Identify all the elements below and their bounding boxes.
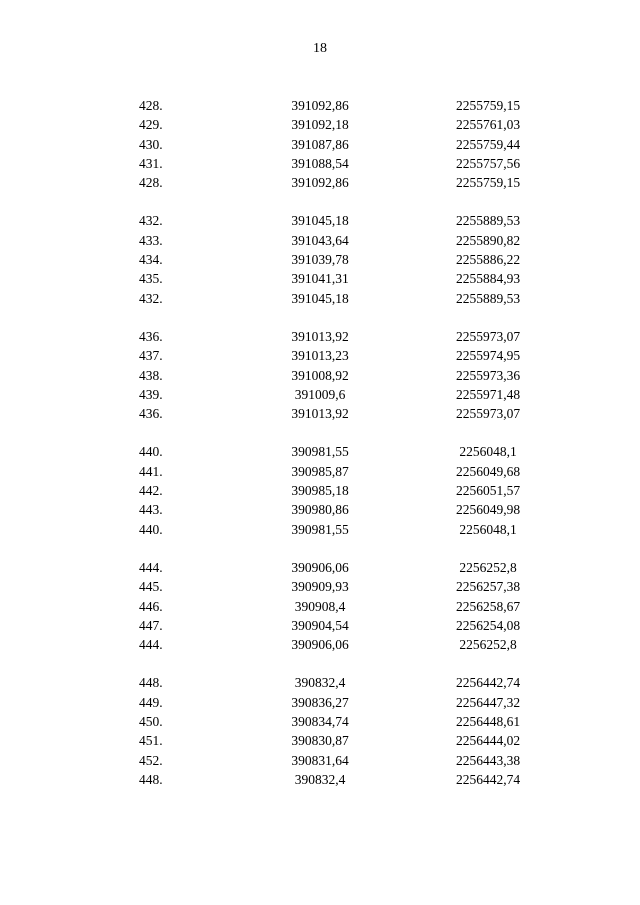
x-coordinate: 391088,54 [291, 155, 349, 171]
coordinates-table [0, 96, 640, 808]
point-number: 445. [139, 579, 163, 595]
point-number: 436. [139, 406, 163, 422]
point-number: 437. [139, 348, 163, 364]
table-row [0, 751, 640, 770]
y-coordinate: 2255889,53 [455, 213, 521, 229]
x-coordinate: 390908,4 [294, 598, 346, 614]
point-number: 440. [139, 444, 163, 460]
x-coordinate: 390832,4 [294, 771, 346, 787]
x-coordinate: 391087,86 [291, 136, 349, 152]
table-row [0, 173, 640, 192]
x-coordinate: 390909,93 [291, 579, 349, 595]
table-row [0, 289, 640, 308]
y-coordinate: 2256258,67 [455, 598, 521, 614]
x-coordinate: 390906,06 [291, 559, 349, 575]
table-row [0, 346, 640, 365]
x-coordinate: 390831,64 [291, 752, 349, 768]
table-row [0, 366, 640, 385]
coordinate-group [0, 96, 640, 192]
coordinate-group [0, 327, 640, 423]
point-number: 436. [139, 328, 163, 344]
x-coordinate: 391045,18 [291, 213, 349, 229]
y-coordinate: 2255973,07 [455, 406, 521, 422]
table-row [0, 135, 640, 154]
x-coordinate: 390904,54 [291, 617, 349, 633]
x-coordinate: 390985,87 [291, 463, 349, 479]
table-row [0, 462, 640, 481]
point-number: 440. [139, 521, 163, 537]
point-number: 428. [139, 98, 163, 113]
x-coordinate: 390981,55 [291, 444, 349, 460]
table-row [0, 731, 640, 750]
x-coordinate: 390981,55 [291, 521, 349, 537]
y-coordinate: 2256442,74 [455, 675, 521, 691]
y-coordinate: 2255757,56 [455, 155, 521, 171]
point-number: 431. [139, 155, 163, 171]
point-number: 452. [139, 752, 163, 768]
x-coordinate: 391039,78 [291, 252, 349, 268]
x-coordinate: 391009,6 [294, 386, 346, 402]
table-row [0, 481, 640, 500]
x-coordinate: 391043,64 [291, 232, 349, 248]
y-coordinate: 2255889,53 [455, 290, 521, 306]
table-row [0, 211, 640, 230]
x-coordinate: 391092,18 [291, 117, 349, 133]
y-coordinate: 2255761,03 [455, 117, 521, 133]
y-coordinate: 2256048,1 [459, 521, 517, 537]
table-row [0, 693, 640, 712]
point-number: 435. [139, 271, 163, 287]
y-coordinate: 2255884,93 [455, 271, 521, 287]
x-coordinate: 391041,31 [291, 271, 349, 287]
table-row [0, 712, 640, 731]
point-number: 443. [139, 502, 163, 518]
point-number: 444. [139, 637, 163, 653]
table-row [0, 154, 640, 173]
coordinate-group [0, 558, 640, 654]
y-coordinate: 2255759,44 [455, 136, 521, 152]
table-row [0, 770, 640, 789]
y-coordinate: 2256252,8 [459, 559, 517, 575]
y-coordinate: 2256051,57 [455, 483, 521, 499]
point-number: 439. [139, 386, 163, 402]
table-row [0, 231, 640, 250]
x-coordinate: 390985,18 [291, 483, 349, 499]
point-number: 446. [139, 598, 163, 614]
coordinate-group [0, 442, 640, 538]
table-row [0, 577, 640, 596]
table-row [0, 404, 640, 423]
y-coordinate: 2255886,22 [455, 252, 521, 268]
point-number: 438. [139, 367, 163, 383]
table-row [0, 500, 640, 519]
y-coordinate: 2255973,07 [455, 328, 521, 344]
point-number: 441. [139, 463, 163, 479]
point-number: 448. [139, 771, 163, 787]
point-number: 432. [139, 290, 163, 306]
table-row [0, 520, 640, 539]
point-number: 430. [139, 136, 163, 152]
y-coordinate: 2255974,95 [455, 348, 521, 364]
table-row [0, 635, 640, 654]
x-coordinate: 391013,92 [291, 328, 349, 344]
y-coordinate: 2255890,82 [455, 232, 521, 248]
table-row [0, 558, 640, 577]
y-coordinate: 2256257,38 [455, 579, 521, 595]
point-number: 433. [139, 232, 163, 248]
point-number: 442. [139, 483, 163, 499]
table-row [0, 250, 640, 269]
x-coordinate: 391013,23 [291, 348, 349, 364]
y-coordinate: 2256447,32 [455, 694, 521, 710]
y-coordinate: 2256448,61 [455, 714, 521, 730]
point-number: 450. [139, 714, 163, 730]
x-coordinate: 391013,92 [291, 406, 349, 422]
table-row [0, 673, 640, 692]
x-coordinate: 390836,27 [291, 694, 349, 710]
table-row [0, 385, 640, 404]
table-row [0, 269, 640, 288]
coordinate-group [0, 211, 640, 307]
y-coordinate: 2255759,15 [455, 98, 521, 113]
x-coordinate: 390832,4 [294, 675, 346, 691]
table-row [0, 327, 640, 346]
x-coordinate: 390906,06 [291, 637, 349, 653]
point-number: 432. [139, 213, 163, 229]
page-number: 18 [313, 41, 327, 56]
point-number: 448. [139, 675, 163, 691]
y-coordinate: 2256254,08 [455, 617, 521, 633]
y-coordinate: 2256444,02 [455, 733, 521, 749]
x-coordinate: 391092,86 [291, 98, 349, 113]
y-coordinate: 2255973,36 [455, 367, 521, 383]
x-coordinate: 390834,74 [291, 714, 349, 730]
x-coordinate: 390980,86 [291, 502, 349, 518]
y-coordinate: 2256443,38 [455, 752, 521, 768]
table-row [0, 616, 640, 635]
y-coordinate: 2256049,68 [455, 463, 521, 479]
y-coordinate: 2256442,74 [455, 771, 521, 787]
x-coordinate: 391092,86 [291, 175, 349, 191]
table-row [0, 115, 640, 134]
x-coordinate: 391045,18 [291, 290, 349, 306]
point-number: 449. [139, 694, 163, 710]
table-row [0, 442, 640, 461]
table-row [0, 96, 640, 115]
point-number: 429. [139, 117, 163, 133]
x-coordinate: 390830,87 [291, 733, 349, 749]
table-row [0, 597, 640, 616]
y-coordinate: 2256049,98 [455, 502, 521, 518]
x-coordinate: 391008,92 [291, 367, 349, 383]
y-coordinate: 2256252,8 [459, 637, 517, 653]
y-coordinate: 2255759,15 [455, 175, 521, 191]
coordinate-group [0, 673, 640, 789]
y-coordinate: 2255971,48 [455, 386, 521, 402]
y-coordinate: 2256048,1 [459, 444, 517, 460]
point-number: 444. [139, 559, 163, 575]
point-number: 451. [139, 733, 163, 749]
point-number: 428. [139, 175, 163, 191]
point-number: 447. [139, 617, 163, 633]
point-number: 434. [139, 252, 163, 268]
